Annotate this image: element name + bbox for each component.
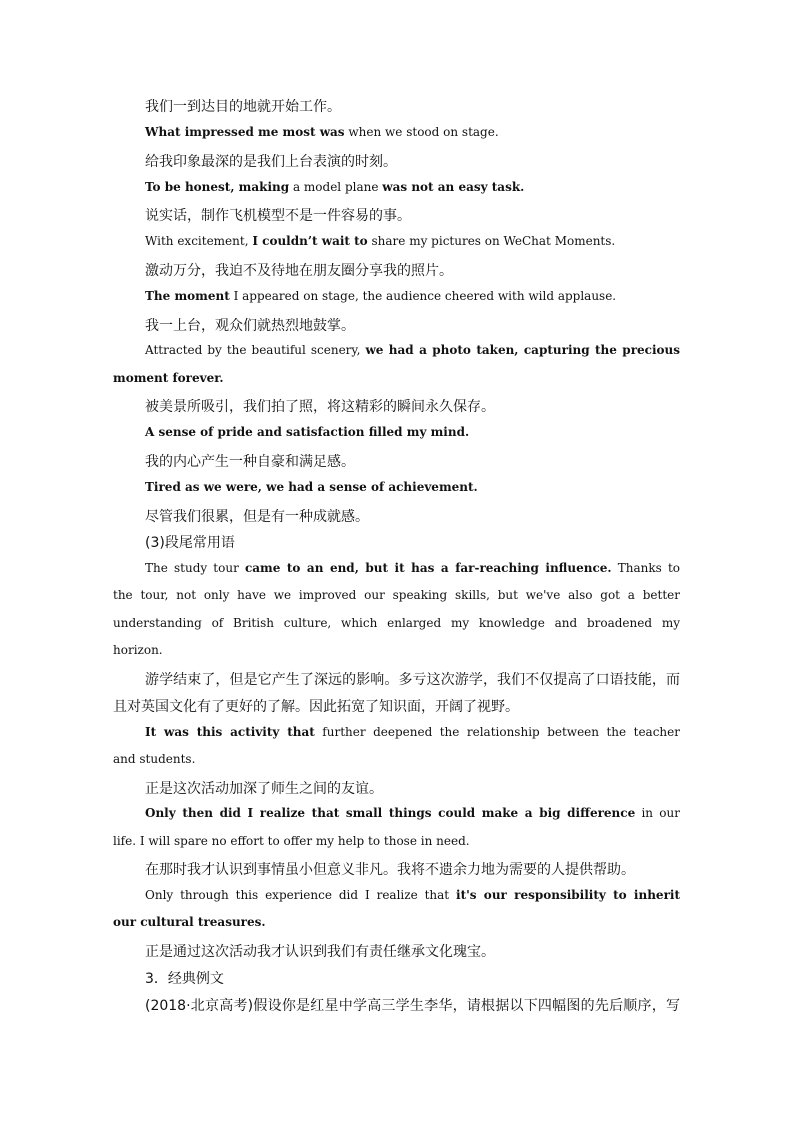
text-run: 给我印象最深的是我们上台表演的时刻。 xyxy=(145,154,397,170)
text-run: life. I will spare no effort to offer my help to those in need. xyxy=(113,834,470,848)
text-line xyxy=(113,616,680,630)
text-line xyxy=(113,752,195,766)
text-run: horizon. xyxy=(113,643,163,657)
text-line xyxy=(145,234,615,248)
bold-phrase: The moment xyxy=(145,289,230,303)
text-run: the tour, not only have we improved our speaking skills, but we've also got a better xyxy=(113,588,680,602)
section-heading xyxy=(145,968,224,988)
bold-phrase: I couldn’t wait to xyxy=(252,234,368,248)
text-line xyxy=(145,180,524,194)
text-line xyxy=(145,725,680,739)
text-run: 正是这次活动加深了师生之间的友谊。 xyxy=(145,781,383,797)
text-run: (3)段尾常用语 xyxy=(145,535,235,551)
text-line xyxy=(145,995,680,1015)
text-line xyxy=(145,343,680,357)
text-run: Attracted by the beautiful scenery, xyxy=(145,343,366,357)
bold-phrase: moment forever. xyxy=(113,371,224,385)
text-line xyxy=(113,696,519,716)
text-line xyxy=(145,260,453,280)
text-line xyxy=(145,396,495,416)
section-heading xyxy=(145,532,235,552)
text-line xyxy=(113,643,163,657)
text-line xyxy=(113,834,470,848)
text-run: a model plane xyxy=(289,180,383,194)
bold-phrase: we had a photo taken, capturing the precious xyxy=(365,343,680,357)
bold-phrase: To be honest, making xyxy=(145,180,290,194)
text-line xyxy=(145,289,616,303)
text-line xyxy=(113,915,266,929)
text-line xyxy=(113,371,224,385)
text-run: understanding of British culture, which enlarged my knowledge and broadened my xyxy=(113,616,680,630)
text-run: 游学结束了，但是它产生了深远的影响。多亏这次游学，我们不仅提高了口语技能，而 xyxy=(145,672,680,688)
bold-phrase: our cultural treasures. xyxy=(113,915,266,929)
text-line xyxy=(113,588,680,602)
bold-phrase: came to an end, but it has a far-reaching influence. xyxy=(244,561,612,575)
text-line xyxy=(145,806,680,820)
text-line xyxy=(145,96,341,116)
text-line xyxy=(145,506,369,526)
text-run: when we stood on stage. xyxy=(344,125,499,139)
text-line xyxy=(145,888,680,902)
bold-phrase: Only then did I realize that small things could make a big difference xyxy=(145,806,636,820)
text-run: 3．经典例文 xyxy=(145,971,224,987)
text-run: 激动万分，我迫不及待地在朋友圈分享我的照片。 xyxy=(145,263,453,279)
text-run: 被美景所吸引，我们拍了照，将这精彩的瞬间永久保存。 xyxy=(145,399,495,415)
text-line xyxy=(145,669,680,689)
text-line xyxy=(145,480,478,494)
bold-phrase: it's our responsibility to inherit xyxy=(456,888,680,902)
text-run: Only through this experience did I realize that xyxy=(145,888,457,902)
text-run: 我们一到达目的地就开始工作。 xyxy=(145,99,341,115)
text-run: (2018·北京高考)假设你是红星中学高三学生李华，请根据以下四幅图的先后顺序，写 xyxy=(145,998,680,1014)
text-run: 在那时我才认识到事情虽小但意义非凡。我将不遗余力地为需要的人提供帮助。 xyxy=(145,862,635,878)
text-run: 正是通过这次活动我才认识到我们有责任继承文化瑰宝。 xyxy=(145,944,495,960)
text-line xyxy=(145,859,635,879)
text-run: 我一上台，观众们就热烈地鼓掌。 xyxy=(145,318,355,334)
bold-phrase: A sense of pride and satisfaction filled my mind. xyxy=(145,425,470,439)
bold-phrase: was not an easy task. xyxy=(382,180,525,194)
text-run: in our xyxy=(635,806,680,820)
text-line xyxy=(145,425,469,439)
text-run: 说实话，制作飞机模型不是一件容易的事。 xyxy=(145,208,411,224)
text-run: I appeared on stage, the audience cheered with wild applause. xyxy=(229,289,617,303)
text-line xyxy=(145,778,383,798)
text-run: and students. xyxy=(113,752,196,766)
text-run: share my pictures on WeChat Moments. xyxy=(367,234,616,248)
text-run: With excitement, xyxy=(145,234,253,248)
bold-phrase: It was this activity that xyxy=(145,725,315,739)
text-run: Thanks to xyxy=(611,561,680,575)
text-run: The study tour xyxy=(145,561,245,575)
text-line xyxy=(145,451,355,471)
text-line xyxy=(145,151,397,171)
text-line xyxy=(145,315,355,335)
text-run: 且对英国文化有了更好的了解。因此拓宽了知识面，开阔了视野。 xyxy=(113,699,519,715)
text-run: 我的内心产生一种自豪和满足感。 xyxy=(145,454,355,470)
text-line xyxy=(145,205,411,225)
bold-phrase: Tired as we were, we had a sense of achievement. xyxy=(145,480,478,494)
text-line xyxy=(145,125,499,139)
text-line xyxy=(145,561,680,575)
text-line xyxy=(145,941,495,961)
text-run: 尽管我们很累，但是有一种成就感。 xyxy=(145,509,369,525)
bold-phrase: What impressed me most was xyxy=(145,125,345,139)
text-run: further deepened the relationship between the teacher xyxy=(314,725,680,739)
